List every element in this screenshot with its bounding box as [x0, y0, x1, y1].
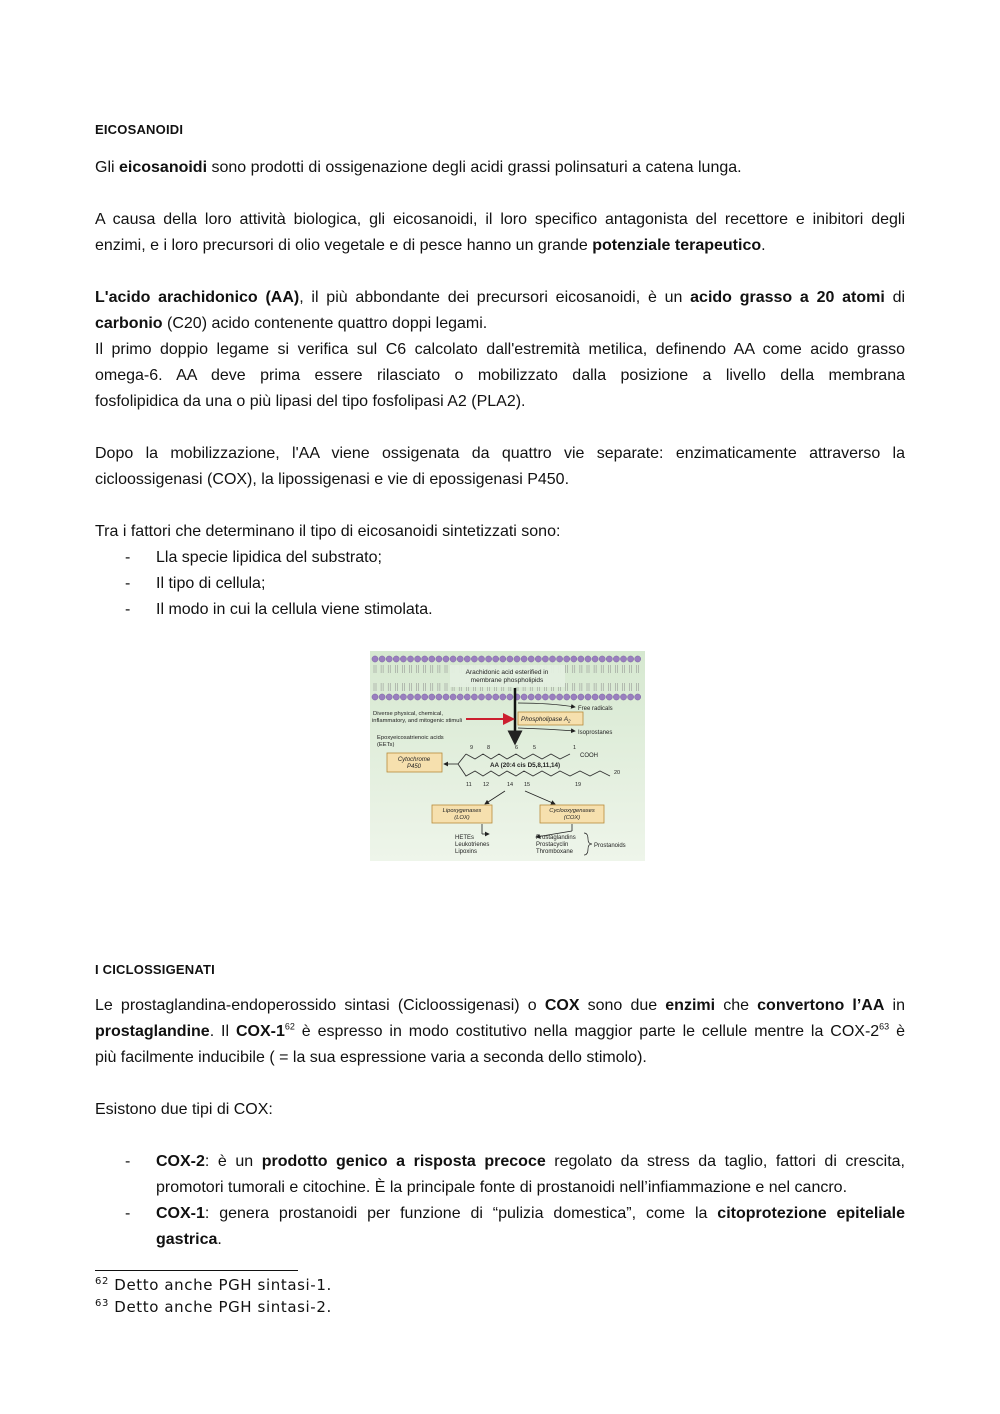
line: enzimi, e i loro precursori di olio vegetale e di pesce hanno un grande potenziale terapeutico. — [95, 237, 766, 254]
prostanoids-label: Prostanoids — [594, 843, 626, 849]
list-item: Il tipo di cellula; — [156, 575, 266, 592]
bullet-marker: - — [125, 601, 131, 618]
lipid-head — [407, 694, 413, 700]
list-item: Il modo in cui la cellula viene stimolata. — [156, 601, 433, 618]
lipid-head — [429, 694, 435, 700]
line: A causa della loro attività biologica, gli eicosanoidi, il loro specifico antagonista del recettore e inibitori degli — [95, 211, 905, 228]
line: fosfolipidica da una o più lipasi del tipo fosfolipasi A2 (PLA2). — [95, 393, 526, 410]
lipid-head — [549, 656, 555, 662]
bullet-marker: - — [125, 1205, 131, 1222]
lipid-head — [478, 694, 484, 700]
line: L'acido arachidonico (AA), il più abbondante dei precursori eicosanoidi, è un acido grasso a 20 atomi di — [95, 289, 906, 306]
lipid-head — [393, 656, 399, 662]
lox-label: Lipoxygenases — [442, 808, 482, 814]
carbon-number: 8 — [487, 745, 491, 751]
cox-label: Cyclooxygenases — [549, 808, 595, 814]
lipid-head — [464, 656, 470, 662]
lipid-head — [613, 694, 619, 700]
cox-product: Prostacyclin — [536, 842, 569, 848]
lipid-head — [635, 656, 641, 662]
footnote-62: $^{62}$ Detto anche PGH sintasi-1. — [95, 1276, 332, 1294]
lipid-head — [478, 656, 484, 662]
lipid-head — [557, 694, 563, 700]
membrane-label: Arachidonic acid esterified in — [465, 669, 549, 676]
lipid-head — [379, 656, 385, 662]
lipid-head — [486, 656, 492, 662]
cooh-label: COOH — [580, 753, 598, 759]
lipid-head — [620, 694, 626, 700]
lipid-head — [599, 656, 605, 662]
eets-label: (EETs) — [377, 742, 395, 748]
paragraph-cox-intro — [95, 993, 905, 1071]
lipid-head — [386, 694, 392, 700]
lipid-head — [450, 694, 456, 700]
lipid-head — [564, 694, 570, 700]
free-radicals-label: Free radicals — [578, 706, 613, 712]
line: Il primo doppio legame si verifica sul C6 calcolato dall'estremità metilica, definendo AA come acido grasso — [95, 341, 905, 358]
footnote-ref[interactable]: 62 — [284, 1021, 295, 1032]
line: promotori tumorali e citochine. È la principale fonte di prostanoidi nell’infiammazione e nel cancro. — [156, 1179, 848, 1196]
lipid-head — [443, 694, 449, 700]
lipid-head — [542, 656, 548, 662]
phospholipase-label: Phospholipase $A_2$ — [521, 716, 571, 724]
lipid-head — [500, 694, 506, 700]
paragraph-arachidonic-acid — [95, 285, 905, 415]
line: gastrica. — [156, 1231, 222, 1248]
carbon-number: 14 — [507, 782, 514, 788]
lox-product: Lipoxins — [455, 849, 478, 855]
lipid-head — [599, 694, 605, 700]
line: prostaglandine. Il COX-$1^{62}$ è espresso in modo costitutivo nella maggior parte le cellule mentre la COX-$2^{63}$ è — [95, 1021, 905, 1040]
lipid-head — [620, 656, 626, 662]
carbon-number: 9 — [470, 745, 474, 751]
lipid-head — [471, 694, 477, 700]
lipid-head — [557, 656, 563, 662]
carbon-number: 6 — [515, 745, 519, 751]
lipid-head — [415, 694, 421, 700]
arachidonic-acid-pathway-figure — [370, 651, 645, 861]
lipid-head — [393, 694, 399, 700]
lipid-head — [507, 656, 513, 662]
line: COX-2: è un prodotto genico a risposta precoce regolato da stress da taglio, fattori di crescita, — [156, 1153, 905, 1170]
carbon-number: 1 — [573, 745, 577, 751]
lipid-head — [507, 694, 513, 700]
lipid-head — [549, 694, 555, 700]
lipid-head — [407, 656, 413, 662]
lipid-head — [372, 656, 378, 662]
lipid-head — [500, 656, 506, 662]
lipid-head — [521, 694, 527, 700]
lipid-head — [628, 656, 634, 662]
lipid-head — [450, 656, 456, 662]
footnote-63: $^{63}$ Detto anche PGH sintasi-2. — [95, 1298, 332, 1316]
lipid-head — [578, 656, 584, 662]
bullet-marker: - — [125, 549, 131, 566]
cytochrome-label: P450 — [406, 764, 422, 770]
stimuli-label: inflammatory, and mitogenic stimuli — [371, 718, 463, 724]
lipid-head — [606, 694, 612, 700]
lipid-head — [443, 656, 449, 662]
cox-label: (COX) — [563, 815, 581, 821]
lipid-head — [578, 694, 584, 700]
lipid-head — [613, 656, 619, 662]
paragraph-therapeutic — [95, 207, 905, 259]
list-item: Lla specie lipidica del substrato; — [156, 549, 382, 566]
lipid-head — [542, 694, 548, 700]
lipid-head — [571, 694, 577, 700]
lipid-head — [514, 656, 520, 662]
lipid-head — [457, 656, 463, 662]
lipid-head — [429, 656, 435, 662]
lipid-head — [436, 694, 442, 700]
paragraph-definition: Gli eicosanoidi sono prodotti di ossigenazione degli acidi grassi polinsaturi a catena lunga. — [95, 159, 742, 176]
lipid-head — [422, 656, 428, 662]
lipid-head — [422, 694, 428, 700]
footnote-separator — [95, 1270, 298, 1271]
lipid-head — [571, 656, 577, 662]
line: Le prostaglandina-endoperossido sintasi (Cicloossigenasi) o COX sono due enzimi che convertono l’AA in — [95, 997, 906, 1014]
lipid-head — [606, 656, 612, 662]
lipid-head — [400, 656, 406, 662]
paragraph-mobilization — [95, 441, 905, 493]
carbon-number: 20 — [614, 770, 621, 776]
lipid-head — [585, 656, 591, 662]
bullet-marker: - — [125, 575, 131, 592]
eets-label: Epoxyeicosatrienoic acids — [377, 735, 444, 741]
lipid-head — [379, 694, 385, 700]
carbon-number: 19 — [575, 782, 582, 788]
section-title-ciclossigenati: I CICLOSSIGENATI — [95, 962, 215, 977]
carbon-number: 15 — [524, 782, 531, 788]
stimuli-label: Diverse physical, chemical, — [373, 711, 443, 717]
list-item-cox1 — [156, 1201, 905, 1253]
isoprostanes-label: Isoprostanes — [578, 730, 613, 736]
line: carbonio (C20) acido contenente quattro doppi legami. — [95, 315, 488, 332]
lox-product: HETEs — [455, 835, 475, 841]
carbon-number: 12 — [483, 782, 490, 788]
lipid-head — [436, 656, 442, 662]
carbon-number: 5 — [533, 745, 537, 751]
cytochrome-label: Cytochrome — [397, 757, 431, 763]
lipid-head — [493, 694, 499, 700]
cox-product: Prostaglandins — [536, 835, 576, 841]
lipid-head — [471, 656, 477, 662]
cox-product: Thromboxane — [536, 849, 574, 855]
lipid-head — [592, 694, 598, 700]
lipid-head — [585, 694, 591, 700]
paragraph-cox-types: Esistono due tipi di COX: — [95, 1101, 273, 1118]
paragraph-factors: Tra i fattori che determinano il tipo di eicosanoidi sintetizzati sono: — [95, 523, 561, 540]
line: COX-1: genera prostanoidi per funzione di “pulizia domestica”, come la citoprotezione epiteliale — [156, 1205, 905, 1222]
line: cicloossigenasi (COX), la lipossigenasi e vie di epossigenasi P450. — [95, 471, 570, 488]
lipid-head — [486, 694, 492, 700]
footnote-ref[interactable]: 63 — [879, 1021, 890, 1032]
lipid-head — [528, 656, 534, 662]
lipid-head — [493, 656, 499, 662]
carbon-number: 11 — [466, 782, 472, 788]
lox-product: Leukotrienes — [455, 842, 490, 848]
lipid-head — [564, 656, 570, 662]
line: omega-6. AA deve prima essere rilasciato o mobilizzato dalla posizione a livello della membrana — [95, 367, 905, 384]
lipid-head — [464, 694, 470, 700]
lipid-head — [592, 656, 598, 662]
bullet-marker: - — [125, 1153, 131, 1170]
lipid-head — [635, 694, 641, 700]
line: Dopo la mobilizzazione, l'AA viene ossigenata da quattro vie separate: enzimaticamente attraverso la — [95, 445, 905, 462]
list-item-cox2 — [156, 1149, 905, 1201]
lipid-head — [415, 656, 421, 662]
line: più facilmente inducibile ( = la sua espressione varia a seconda dello stimolo). — [95, 1049, 647, 1066]
lipid-head — [521, 656, 527, 662]
membrane-label: membrane phospholipids — [470, 677, 544, 684]
lipid-head — [386, 656, 392, 662]
lipid-head — [528, 694, 534, 700]
lipid-head — [535, 656, 541, 662]
aa-label: AA (20:4 cis D5,8,11,14) — [490, 762, 561, 769]
lipid-head — [400, 694, 406, 700]
lipid-head — [628, 694, 634, 700]
section-title-eicosanoidi: EICOSANOIDI — [95, 122, 184, 137]
lipid-head — [372, 694, 378, 700]
lipid-head — [457, 694, 463, 700]
lipid-head — [535, 694, 541, 700]
lox-label: (LOX) — [454, 815, 470, 821]
